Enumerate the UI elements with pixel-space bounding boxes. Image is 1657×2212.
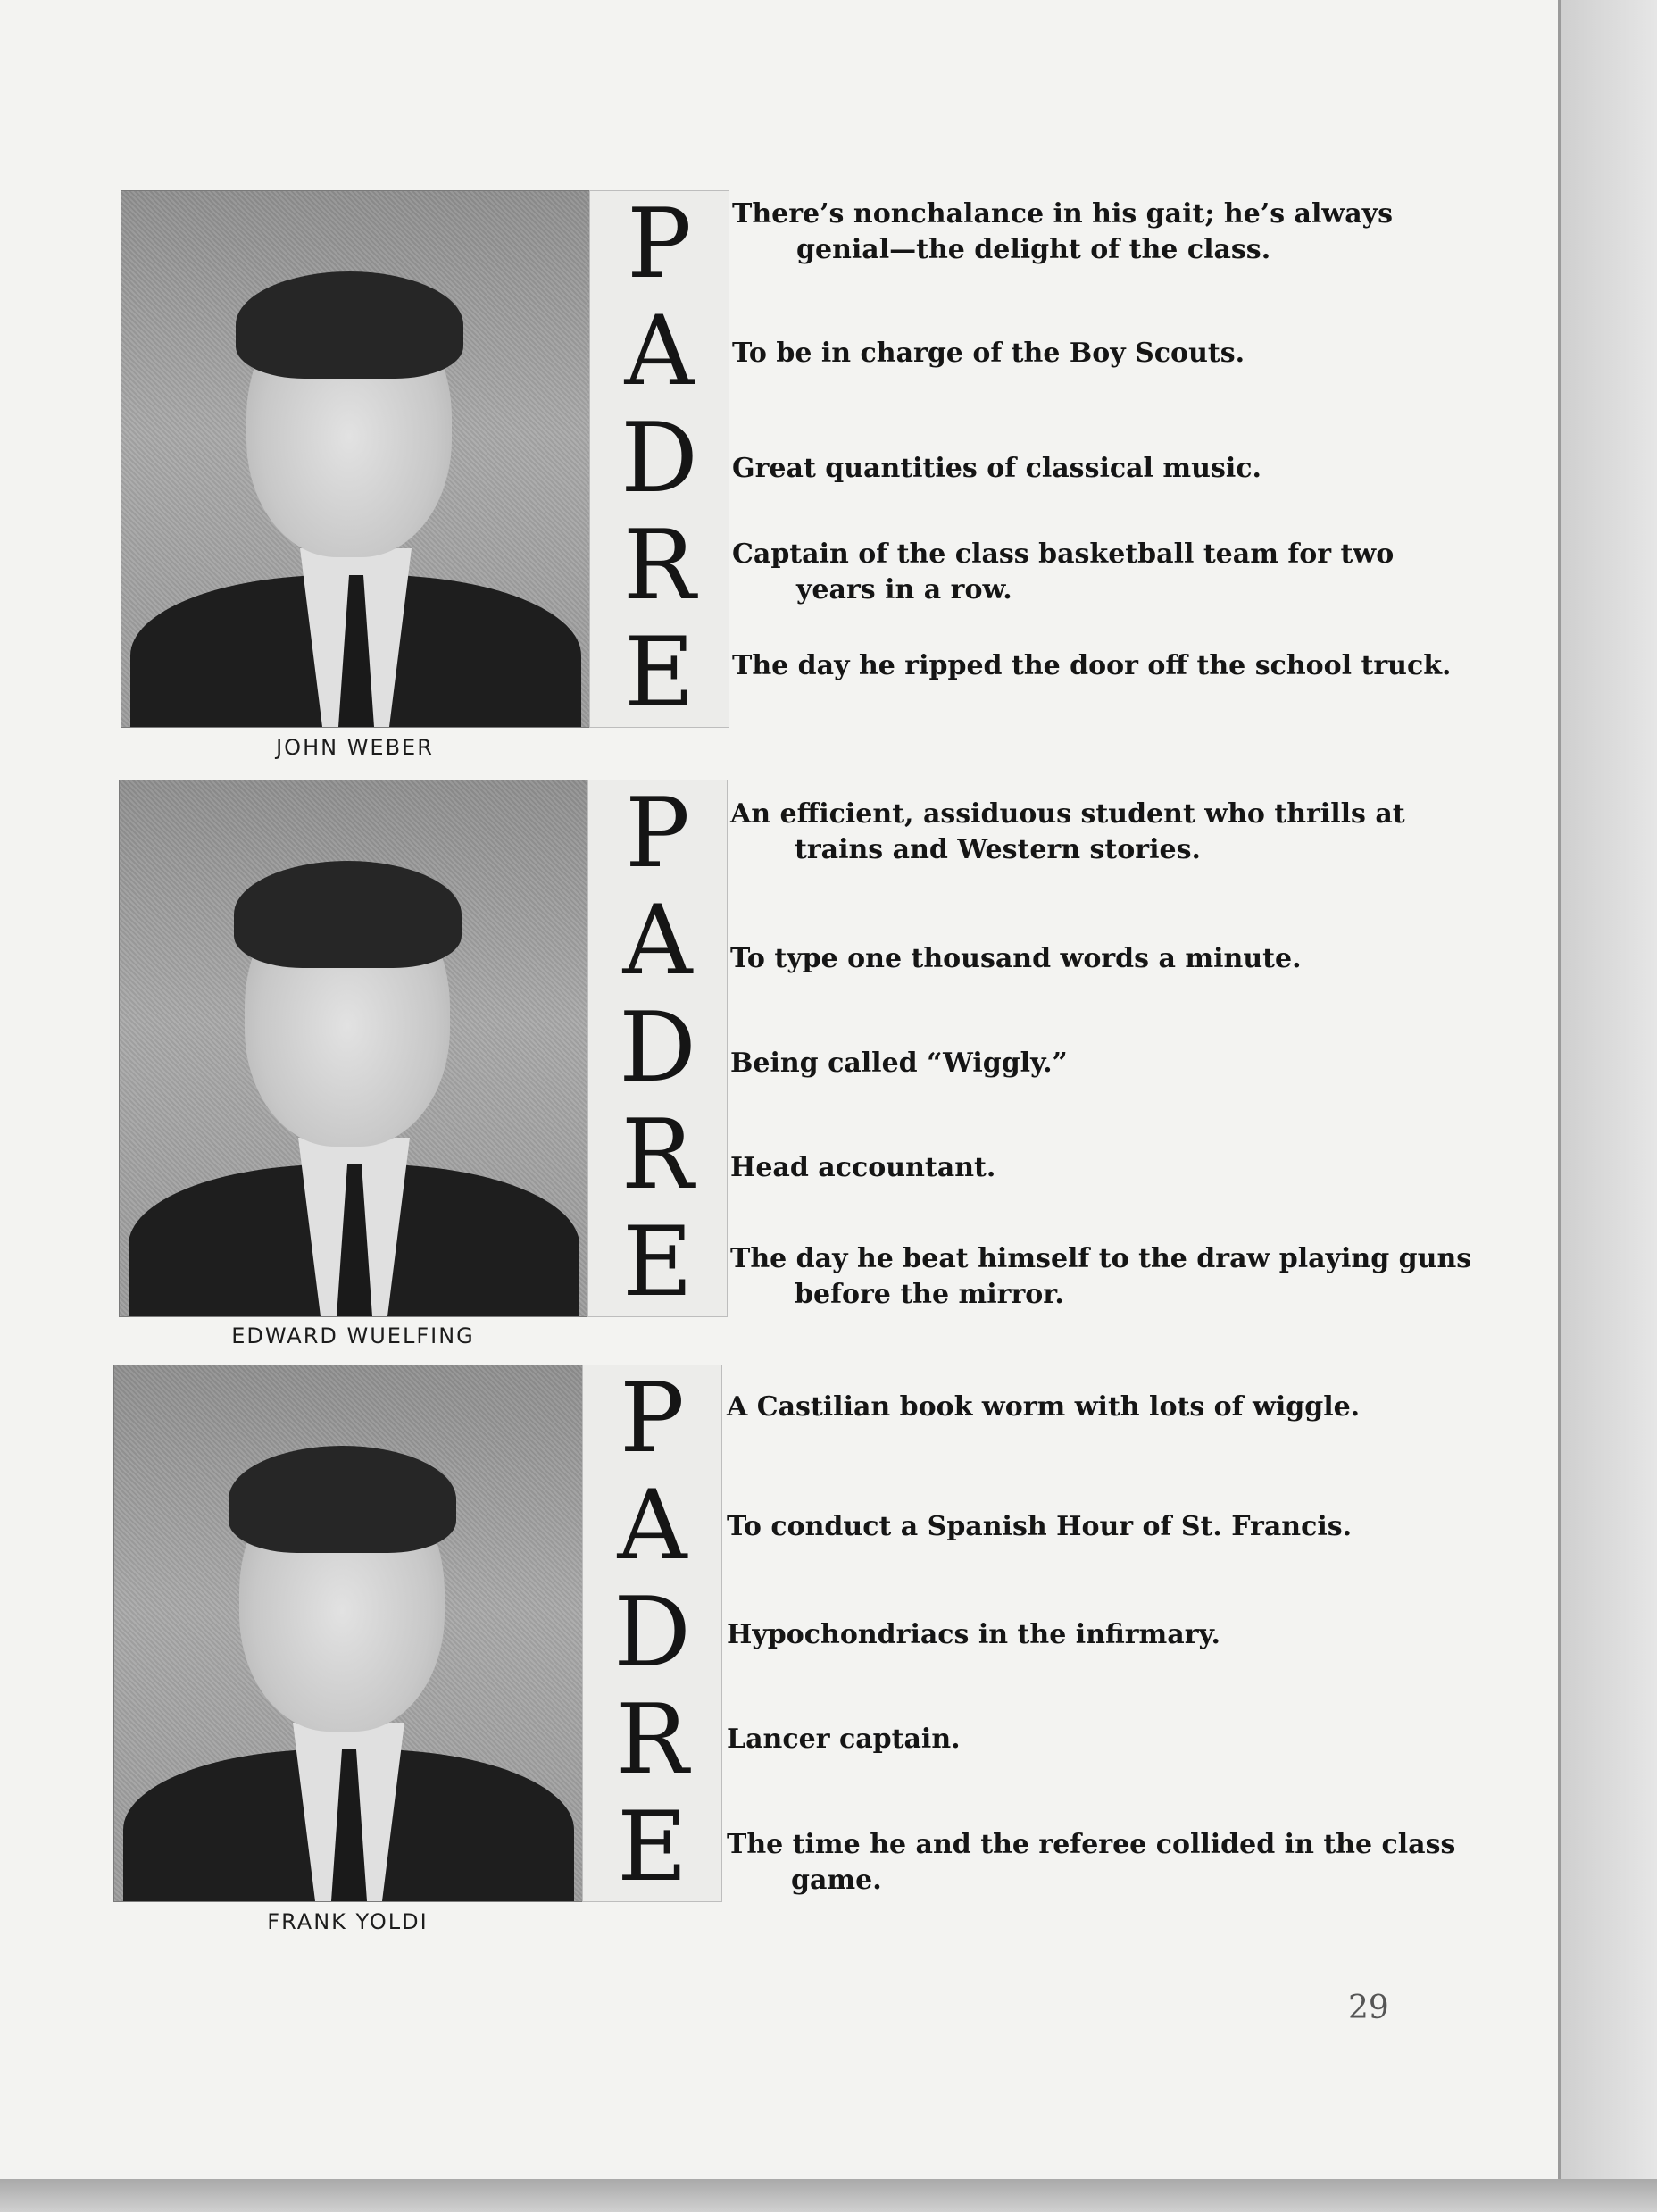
student-name: JOHN WEBER — [276, 735, 434, 760]
description-line: Being called “Wiggly.” — [730, 1048, 1068, 1079]
student-name: EDWARD WUELFING — [231, 1323, 475, 1348]
strip-letter: R — [620, 1099, 695, 1211]
strip-letter: A — [617, 1470, 687, 1582]
description-line: The day he beat himself to the draw playing guns before the mirror. — [730, 1243, 1472, 1310]
strip-letter: R — [622, 510, 696, 622]
description-line: To conduct a Spanish Hour of St. Francis. — [727, 1511, 1353, 1542]
strip-letter: D — [620, 403, 698, 514]
description-line: Great quantities of classical music. — [732, 453, 1261, 484]
strip-letter: E — [617, 1791, 687, 1903]
description-line: There’s nonchalance in his gait; he’s always genial—the delight of the class. — [732, 198, 1393, 265]
strip-letter: P — [625, 778, 690, 889]
page-number: 29 — [1348, 1990, 1389, 2026]
strip-letter: D — [619, 992, 696, 1104]
strip-letter: R — [615, 1684, 689, 1796]
strip-letter: E — [624, 617, 695, 729]
strip-letter: D — [613, 1577, 691, 1689]
description-line: Captain of the class basketball team for two years in a row. — [732, 538, 1395, 605]
page-edge — [1561, 0, 1657, 2212]
description-line: The time he and the referee collided in the class game. — [727, 1829, 1456, 1896]
portrait-photo-john-weber — [121, 190, 591, 728]
description-line: Lancer captain. — [727, 1724, 961, 1755]
description-line: The day he ripped the door off the school truck. — [732, 650, 1452, 681]
description-line: To type one thousand words a minute. — [730, 943, 1302, 974]
strip-letter: E — [622, 1206, 693, 1318]
description-line: Head accountant. — [730, 1152, 996, 1183]
strip-letter: A — [622, 885, 693, 997]
padre-strip-2 — [587, 780, 728, 1317]
description-line: A Castilian book worm with lots of wiggle. — [727, 1391, 1361, 1423]
strip-letter: P — [620, 1363, 685, 1474]
bottom-edge — [0, 2179, 1657, 2212]
description-line: Hypochondriacs in the infirmary. — [727, 1619, 1220, 1650]
padre-strip-1 — [589, 190, 729, 728]
portrait-photo-edward-wuelfing — [119, 780, 589, 1317]
description-line: To be in charge of the Boy Scouts. — [732, 338, 1245, 369]
description-line: An efficient, assiduous student who thrills at trains and Western stories. — [730, 798, 1405, 865]
padre-strip-3 — [582, 1365, 722, 1902]
strip-letter: A — [624, 296, 695, 407]
strip-letter: P — [627, 188, 692, 300]
portrait-photo-frank-yoldi — [113, 1365, 584, 1902]
student-name: FRANK YOLDI — [267, 1909, 429, 1934]
